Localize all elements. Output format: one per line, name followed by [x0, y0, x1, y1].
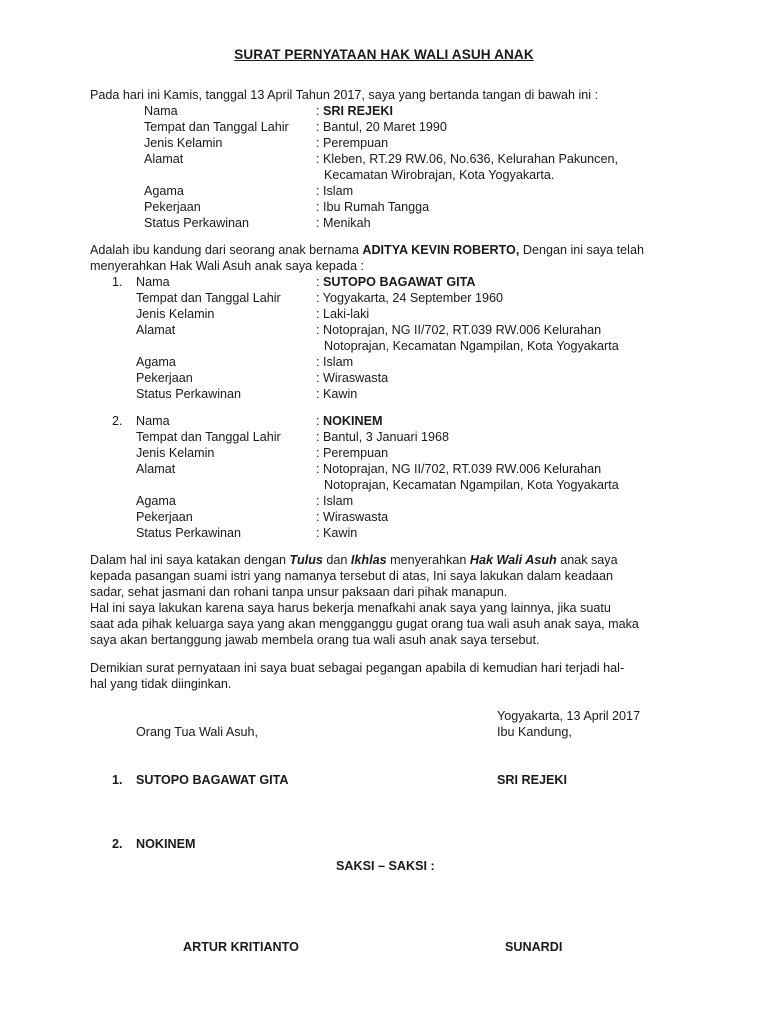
field-value: Perempuan — [323, 136, 389, 150]
guardian-signer-1: SUTOPO BAGAWAT GITA — [136, 773, 289, 787]
child-statement-line2: menyerahkan Hak Wali Asuh anak saya kepada : — [90, 259, 364, 273]
field-value: Kleben, RT.29 RW.06, No.636, Kelurahan Pakuncen, — [323, 152, 618, 166]
mother-signer: SRI REJEKI — [497, 773, 567, 787]
closing-paragraph: Demikian surat pernyataan ini saya buat sebagai pegangan apabila di kemudian hari terjadi hal- hal yang tidak diinginkan. — [90, 661, 625, 691]
field-value: Yogyakarta, 24 September 1960 — [322, 291, 503, 305]
field-value-continued: Kecamatan Wirobrajan, Kota Yogyakarta. — [324, 168, 555, 182]
field-value: Bantul, 20 Maret 1990 — [323, 120, 447, 134]
field-value: Wiraswasta — [323, 510, 389, 524]
signer-number: 2. — [112, 837, 123, 851]
statement-paragraph-2: Hal ini saya lakukan karena saya harus bekerja menafkahi anak saya yang lainnya, jika suatu saat ada pihak keluarga saya yang akan mengganggu gugat orang tua wali asuh anak saya, maka saya akan bertanggung jawab membela orang tua wali asuh anak saya tersebut. — [90, 601, 639, 647]
document-title: SURAT PERNYATAAN HAK WALI ASUH ANAK — [234, 47, 534, 62]
field-label: Jenis Kelamin — [144, 136, 223, 150]
field-label: Nama — [144, 104, 178, 118]
field-label: Status Perkawinan — [144, 216, 250, 230]
child-name: ADITYA KEVIN ROBERTO, — [362, 243, 520, 257]
field-value: Bantul, 3 Januari 1968 — [323, 430, 450, 444]
field-value: Notoprajan, NG II/702, RT.039 RW.006 Kelurahan — [323, 323, 602, 337]
field-label: Nama — [136, 414, 170, 428]
field-label: Jenis Kelamin — [136, 307, 215, 321]
field-value: Kawin — [323, 387, 358, 401]
letter-page: SURAT PERNYATAAN HAK WALI ASUH ANAK Pada hari ini Kamis, tanggal 13 April Tahun 2017, saya yang bertanda tangan di bawah ini : Nama : SRI REJEKI Tempat dan Tanggal Lahir : Bantul, 20 Maret 1990 Jenis Kelamin : Perempuan Alamat : Kleben, RT.29 RW.06, No.636, Kelurahan Pakuncen, Kecamatan Wirobrajan, Kota Yogyakarta. Agama : Islam Pekerjaan : Ibu Rumah Tangga Status Perkawinan : Menikah Adalah ibu kandung dari seorang anak bernama ADITYA KEVIN ROBERTO, Dengan ini saya telah menyerahkan Hak Wali Asuh anak saya kepada : 1. Nama : SUTOPO BAGAWAT GITA Tempat dan Tanggal Lahir : Yogyakarta, 24 September 1960 Jenis Kelamin : Laki-laki Alamat : Notoprajan, NG II/702, RT.039 RW.006 Kelurahan Notoprajan, Kecamatan Ngampilan, Kota Yogyakarta Agama : Islam Pekerjaan : Wiraswasta Status Perkawinan : Kawin 2. Nama : NOKINEM Tempat dan Tanggal Lahir : Bantul, 3 Januari 1968 Jenis Kelamin : Perempuan Alamat : Notoprajan, NG II/702, RT.039 RW.006 Kelurahan Notoprajan, Kecamatan Ngampilan, Kota Yogyakarta Agama : Islam Pekerjaan : Wiraswasta Status Perkawinan : Kawin Dalam hal ini saya katakan dengan Tulus dan Ikhlas menyerahkan Hak Wali Asuh anak saya kepada pasangan suami istri yang namanya tersebut di atas, Ini saya lakukan dalam keadaan sadar, sehat jasmani dan rohani tanpa unsur paksaan dari pihak manapun. Hal ini saya lakukan karena saya harus bekerja menafkahi anak saya yang lainnya, jika suatu saat ada pihak keluarga saya yang akan mengganggu gugat orang tua wali asuh anak saya, maka saya akan bertanggung jawab membela orang tua wali asuh anak saya tersebut. Demikian surat pernyataan ini saya buat sebagai pegangan apabila di kemudian hari terjadi hal- hal yang tidak diinginkan. Yogyakarta, 13 April 2017 Orang Tua Wali Asuh, Ibu Kandung, 1. SUTOPO BAGAWAT GITA SRI REJEKI 2. NOKINEM SAKSI – SAKSI : ARTUR KRITIANTO SUNARDI — [0, 0, 768, 1024]
field-label: Pekerjaan — [144, 200, 201, 214]
statement-paragraph-1: Dalam hal ini saya katakan dengan Tulus dan Ikhlas menyerahkan Hak Wali Asuh anak saya kepada pasangan suami istri yang namanya tersebut di atas, Ini saya lakukan dalam keadaan sadar, sehat jasmani dan rohani tanpa unsur paksaan dari pihak manapun. — [90, 553, 618, 599]
field-value: Islam — [323, 494, 354, 508]
child-statement-line1: Adalah ibu kandung dari seorang anak bernama ADITYA KEVIN ROBERTO, Dengan ini saya telah — [90, 243, 644, 257]
field-value-continued: Notoprajan, Kecamatan Ngampilan, Kota Yogyakarta — [324, 339, 619, 353]
field-label: Status Perkawinan — [136, 526, 242, 540]
guardian-name: NOKINEM — [323, 414, 383, 428]
field-label: Agama — [136, 355, 176, 369]
field-value: Wiraswasta — [323, 371, 389, 385]
field-value: Ibu Rumah Tangga — [323, 200, 430, 214]
field-label: Status Perkawinan — [136, 387, 242, 401]
field-separator: : SRI REJEKI — [316, 104, 393, 118]
field-label: Tempat dan Tanggal Lahir — [144, 120, 289, 134]
field-value: Perempuan — [323, 446, 389, 460]
field-label: Pekerjaan — [136, 510, 193, 524]
field-label: Tempat dan Tanggal Lahir — [136, 430, 281, 444]
field-label: Alamat — [144, 152, 184, 166]
field-value: Islam — [323, 184, 354, 198]
mother-signature-title: Ibu Kandung, — [497, 725, 572, 739]
field-label: Jenis Kelamin — [136, 446, 215, 460]
guardian-number: 2. — [112, 414, 123, 428]
field-label: Agama — [144, 184, 184, 198]
witness-heading: SAKSI – SAKSI : — [336, 859, 435, 873]
opening-line: Pada hari ini Kamis, tanggal 13 April Tahun 2017, saya yang bertanda tangan di bawah ini : — [90, 88, 599, 102]
place-date: Yogyakarta, 13 April 2017 — [497, 709, 641, 723]
field-label: Pekerjaan — [136, 371, 193, 385]
witness-2: SUNARDI — [505, 940, 563, 954]
field-value: Islam — [323, 355, 354, 369]
field-value: Menikah — [323, 216, 371, 230]
field-value: Notoprajan, NG II/702, RT.039 RW.006 Kelurahan — [323, 462, 602, 476]
field-label: Nama — [136, 275, 170, 289]
guardian-number: 1. — [112, 275, 123, 289]
field-label: Agama — [136, 494, 176, 508]
field-value: Laki-laki — [323, 307, 370, 321]
guardian-signature-title: Orang Tua Wali Asuh, — [136, 725, 259, 739]
field-value-continued: Notoprajan, Kecamatan Ngampilan, Kota Yogyakarta — [324, 478, 619, 492]
witness-1: ARTUR KRITIANTO — [183, 940, 299, 954]
declarant-name: SRI REJEKI — [323, 104, 393, 118]
field-label: Alamat — [136, 323, 176, 337]
field-label: Tempat dan Tanggal Lahir — [136, 291, 281, 305]
guardian-name: SUTOPO BAGAWAT GITA — [323, 275, 476, 289]
field-value: Kawin — [323, 526, 358, 540]
signer-number: 1. — [112, 773, 123, 787]
guardian-signer-2: NOKINEM — [136, 837, 196, 851]
field-label: Alamat — [136, 462, 176, 476]
